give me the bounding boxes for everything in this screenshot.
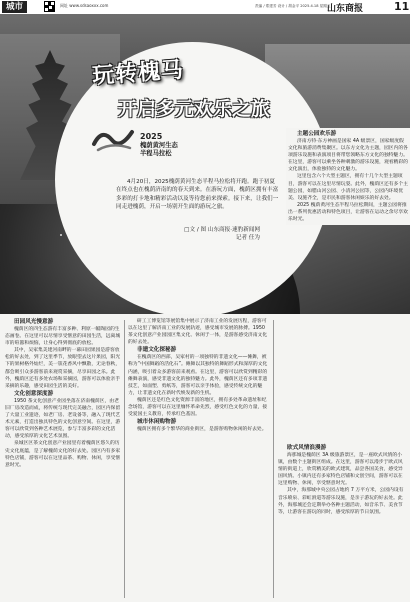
paragraph: 研工工博览馆等展馆集中展示了济南工业的发展历程，游客可以在这里了解济南工业的发展轨迹，感受城市发展的脉搏。1950 茶文化创意产业园园区集文化、休闲于一体，是游客感受济南文化的好去处。: [128, 319, 268, 346]
paragraph: 槐荫区还是红色文化资源丰富的地区，拥有多处革命遗址和纪念场馆，游客可以在这里缅怀革命先烈，感受红色文化的力量，接受爱国主义教育，传承红色基因。: [128, 397, 268, 418]
byline-line1: □文 / 图 山东商报·速豹新闻网: [184, 227, 260, 233]
paragraph: 槐荫区的四生态游有丰富多种、利原一幅陶园的生态画卷。在这里可以尽情享受惬意的田园生活，远离城市的喧嚣和烦恼，让身心得到彻底的放松。: [5, 327, 121, 347]
qr-code-icon: [44, 1, 55, 12]
headline-main: 玩转槐马: [91, 57, 185, 90]
article-column-3-top: [286, 128, 410, 225]
page-header: [0, 0, 410, 15]
page-number: 11: [394, 0, 410, 13]
section-label: 城市: [2, 1, 27, 13]
heading-rural: 田园风光慢意游: [14, 319, 54, 325]
paragraph: 2025 槐荫黄河生态半程马拉松期间，主题公园将推出一系列优惠活动和特色项目，让游客在运动之余尽享欢乐时光。: [288, 202, 408, 223]
article-column-3-bottom: [278, 444, 406, 516]
logo-name-line1: 槐荫黄河生态: [140, 142, 178, 149]
editor-meta: 责编 / 郑建芳 设计 / 胡金平 2025.4.18 星期五: [255, 4, 331, 8]
paragraph: 其中，吴家集美建河南畔的一幕田园果园是游客放松的好去处，到了这里季节，放眼望去这片果园，阳光下的果树格外灿烂，美一簇花香风中飘散，无论春秋，都会吸引众多游客前来观赏采摘，尽享田园之乐。此外，槐荫区还有多处农场和采摘园，游客可以体验亲手采摘的乐趣，感受田园生活的美好。: [5, 348, 121, 389]
paragraph: 1950 茶文化创意产业园坐落在济南槐荫区，由老旧厂房改造而成，将传统与现代完美融合，园区内保留了大量工业遗迹，如老厂房、老设备等，融入了现代艺术元素，打造出独具特色的文化创意空间。在这里，游客可以欣赏到各种艺术展览，参与丰富多彩的文化活动，感受浓厚的文化艺术氛围。: [5, 398, 121, 440]
heading-european: 欧式风情浪漫游: [287, 445, 327, 451]
heading-theme-park: 主题公园欢乐游: [297, 131, 337, 137]
article-column-1: [5, 318, 123, 469]
paragraph: 槐荫区拥有多个繁华的商业街区，是游客购物休闲的好去处。: [137, 427, 267, 433]
article-column-2: [128, 318, 270, 433]
column-divider: [124, 320, 125, 598]
column-divider: [273, 320, 274, 598]
logo-name-line2: 半程马拉松: [140, 150, 172, 157]
paragraph: 在槐荫区的西部，吴家村的一项独特的非遗文化——傩舞，被称为“中国舞蹈的活化石”。傩舞以其独特的舞蹈形式和深厚的文化内涵，吸引着众多游客前来观看。在这里，游客可以欣赏到精彩的傩舞表演，感受非遗文化的独特魅力。此外，槐荫区还有多项非遗技艺，如面塑、剪纸等，游客可以亲手体验，感受传统文化的魅力，让非遗文化在新时代焕发新的生机。: [128, 355, 268, 396]
marathon-logo-icon: [90, 124, 136, 154]
heading-heritage: 非遗文化探秘游: [137, 347, 177, 354]
byline-line2: 记者 任为: [235, 235, 260, 241]
paragraph: 济南方特·东方神画是国家 4A 级景区，国家级度假文化和旅游消费集聚区。以东方文化为主题，园区内的各项游乐设施和表演项目将带您领略东方文化的独特魅力。在这里，游客可以乘坐各种刺激的游乐设施，观看精彩的文化演出，体验独特的文化魅力。: [288, 139, 408, 173]
headline-sub: 开启多元欢乐之旅: [118, 98, 271, 120]
site-url: 网址 www.sdsaoxxx.com: [60, 3, 109, 8]
heading-shopping: 城市休闲购物游: [137, 419, 177, 426]
paper-name: 山东商报: [327, 4, 364, 14]
paragraph: 这里包含六个大型主题区，拥有十几个大型主题项目，游客可以在这里尽情玩耍。此外，槐荫区还有多个主题公园，如腊山河公园、小清河公园等，公园内环境优美、设施齐全，是市民和游客休闲娱乐的好去处。: [288, 174, 408, 201]
paragraph: 海那城是槐荫区 3A 级旅游景区，是一座欧式风情的小镇，由数个主题街区组成。在这里，游客可以漫步于欧式风情的街道上，欣赏精美的欧式建筑，品尝各国美食，感受异国风情。小镇内还有多家特色店铺和文创空间，游客可以在这里购物、休闲，享受惬意时光。: [278, 453, 403, 487]
heading-culture: 文化创意深度游: [14, 390, 54, 397]
byline: [150, 226, 260, 242]
logo-year: 2025: [140, 132, 163, 141]
logo-name: [140, 142, 178, 158]
lead-paragraph: 4月20日，2025槐荫黄河生态半程马拉松将开跑。跑于初夏在终点也在槐荫济南的的春天到来。在游玩方面，槐荫区拥有丰富多彩的打卡地和精彩活动以及等待您前来探索。接下来，让我们一同走进槐荫，开启一场别开生面的游玩之旅。: [116, 179, 279, 211]
paragraph: 泉城区区茶文化创意产业园里有着槐荫区悠久的历史文化底蕴，是了解槐荫文化的好去处。园区内有多家特色店铺，游客可以在这里品茶、购物、休闲，享受惬意时光。: [5, 441, 121, 468]
paragraph: 其中，海那城中央公园占地约 7 万平方米，公园内设有音乐喷泉、彩虹滑道等游乐设施，是亲子游玩的好去处。此外，海那城还会定期举办各种主题活动，如音乐节、美食节等，让游客在游玩的同时，感受浓厚的节日氛围。: [278, 488, 404, 515]
